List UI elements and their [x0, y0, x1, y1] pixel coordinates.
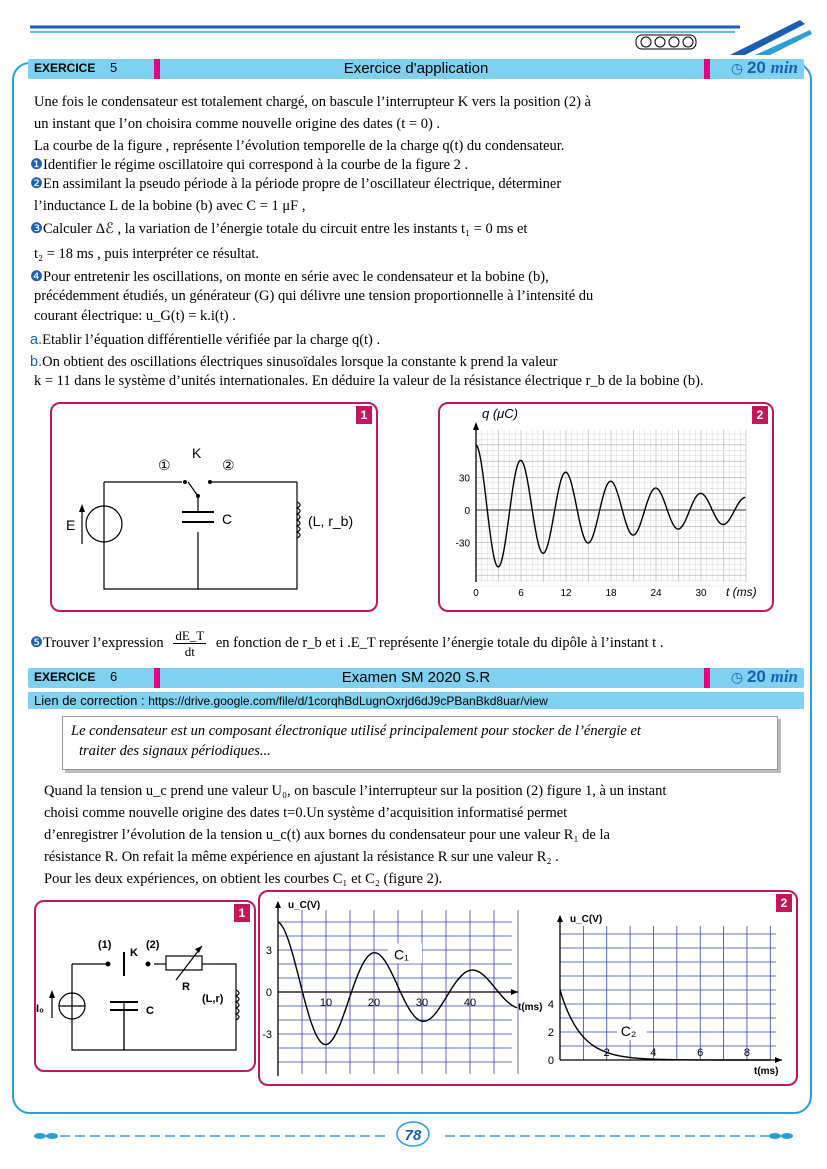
figure-badge: 1 — [234, 904, 250, 922]
c1-x-tick: 10 — [319, 997, 333, 1009]
exercise-label: EXERCICE — [34, 670, 96, 684]
figure-graphs-6 — [258, 890, 798, 1086]
x-tick-label: 24 — [650, 588, 662, 599]
c2-curve — [560, 990, 770, 1060]
y-axis-label: q (μC) — [482, 406, 519, 421]
c1-x-arrow — [511, 989, 518, 995]
quote-line: traiter des signaux périodiques... — [79, 743, 271, 759]
paragraph-line: Quand la tension u_c prend une valeur U₀, on bascule l’interrupteur sur la position (2) figure 1, à un instant — [44, 783, 667, 799]
c2-series-label: C₂ — [620, 1023, 637, 1039]
y-axis-arrow — [473, 422, 479, 430]
c1-x-axis-label: t(ms) — [518, 1002, 543, 1013]
switch-position-1: (1) — [98, 939, 112, 951]
question-4: ❹Pour entretenir les oscillations, on monte en série avec le condensateur et la bobine (b), — [30, 269, 549, 285]
c1-curve — [278, 922, 517, 1045]
c2-x-tick: 6 — [697, 1047, 704, 1059]
paragraph-line: d’enregistrer l’évolution de la tension u_c(t) aux bornes du condensateur pour une valeur R₁ de la — [44, 827, 610, 843]
exercise-number: 5 — [110, 60, 118, 75]
page-number: 78 — [404, 1127, 422, 1144]
coil-label: (L,r) — [202, 993, 224, 1005]
exercise-title: Exercice d'application — [343, 60, 489, 77]
question-5: ❺Trouver l’expression $\frac{dE\_T}{dt}$ en fonction de r_b et i .E_T représente l’énergie totale du dipôle à l’instant t . — [30, 628, 664, 659]
charge-curve — [476, 445, 745, 567]
c1-y-axis-label: u_C(V) — [288, 900, 321, 911]
coil-label: (L, r_b) — [308, 513, 354, 529]
figure-badge: 2 — [752, 406, 768, 424]
resistor-label: R — [182, 981, 190, 993]
grid — [476, 430, 746, 586]
c1-x-tick: 30 — [415, 997, 429, 1009]
exercise-time: ◷ 20 min — [730, 58, 798, 77]
question-3: ❸Calculer Δℰ , la variation de l’énergie totale du circuit entre les instants t₁ = 0 ms et — [30, 221, 528, 237]
c2-x-tick: 4 — [650, 1047, 657, 1059]
quote-box — [62, 716, 778, 770]
switch-position-2: ② — [222, 457, 235, 473]
intro-line: La courbe de la figure , représente l’évolution temporelle de la charge q(t) du condensateur. — [34, 138, 565, 154]
question-1: ❶Identifier le régime oscillatoire qui correspond à la courbe de la figure 2 . — [30, 157, 469, 173]
fraction: $\frac{dE\_T}{dt}$ — [175, 628, 205, 659]
switch-label: K — [192, 445, 202, 461]
c1-y-tick: 0 — [265, 987, 272, 999]
capacitor-label: C — [222, 511, 233, 527]
quote-line: Le condensateur est un composant électronique utilisé principalement pour stocker de l’énergie et — [71, 723, 641, 739]
generator-label: E — [66, 517, 76, 533]
c1-x-tick: 40 — [463, 997, 477, 1009]
exercise-time: ◷ 20 min — [730, 667, 798, 686]
x-tick-label: 12 — [560, 588, 572, 599]
capacitor-label: C — [146, 1005, 154, 1017]
c1-y-arrow — [275, 901, 281, 908]
c2-y-tick: 4 — [547, 999, 554, 1011]
figure-badge: 2 — [776, 894, 792, 912]
exercise5-header — [28, 59, 804, 79]
exercise-label: EXERCICE — [34, 61, 96, 75]
question-b: b.On obtient des oscillations électriques sinusoïdales lorsque la constante k prend la valeur — [30, 354, 558, 370]
c2-x-axis-label: t(ms) — [754, 1066, 779, 1077]
c1-y-tick: -3 — [262, 1029, 272, 1041]
x-tick-label: 6 — [518, 588, 524, 599]
question-2-cont: l’inductance L de la bobine (b) avec C = 1 μF , — [34, 198, 306, 214]
switch-label: K — [130, 947, 138, 959]
x-tick-label: 30 — [695, 588, 707, 599]
source-label: I₀ — [36, 1003, 45, 1015]
paragraph-line: résistance R. On refait la même expérience en ajustant la résistance R sur une valeur R₂ . — [44, 849, 559, 865]
c1-y-tick: 3 — [265, 945, 272, 957]
exercise-number: 6 — [110, 669, 118, 684]
switch-position-2: (2) — [146, 939, 160, 951]
c2-x-tick: 2 — [603, 1047, 610, 1059]
question-3-cont: t₂ = 18 ms , puis interpréter ce résultat. — [34, 246, 260, 262]
y-tick-label: -30 — [455, 538, 470, 550]
question-a: a.Etablir l’équation différentielle vérifiée par la charge q(t) . — [30, 332, 381, 348]
correction-link-bar — [28, 692, 804, 709]
x-tick-label: 18 — [605, 588, 617, 599]
c2-grid — [560, 926, 776, 1060]
figure-circuit-5 — [50, 402, 378, 612]
accent-marker — [704, 59, 710, 79]
voltage-charts — [260, 892, 796, 1084]
paragraph-line: Pour les deux expériences, on obtient les courbes C₁ et C₂ (figure 2). — [44, 871, 443, 887]
y-tick-label: 30 — [458, 473, 470, 485]
figure-badge: 1 — [356, 406, 372, 424]
paragraph-line: choisi comme nouvelle origine des dates t=0.Un système d’acquisition informatisé permet — [44, 805, 568, 821]
c2-x-arrow — [775, 1057, 782, 1063]
exercise6-header — [28, 668, 804, 688]
c2-x-tick: 8 — [743, 1047, 751, 1059]
c2-y-tick: 0 — [547, 1055, 554, 1067]
footer-decoration — [0, 1118, 827, 1158]
figure-graph-5 — [438, 402, 774, 612]
switch-position-1: ① — [158, 457, 171, 473]
question-2: ❷En assimilant la pseudo période à la période propre de l’oscillateur électrique, déterminer — [30, 176, 562, 192]
figure-circuit-6 — [34, 900, 256, 1072]
circuit-diagram-6 — [36, 902, 254, 1070]
accent-marker — [704, 668, 710, 688]
charge-chart — [440, 404, 772, 610]
c2-y-tick: 2 — [547, 1027, 554, 1039]
correction-link-label: Lien de correction : — [34, 693, 149, 708]
question-4-cont: courant électrique: u_G(t) = k.i(t) . — [34, 308, 236, 324]
clock-icon: ◷ — [730, 669, 747, 685]
c1-x-tick: 20 — [367, 997, 381, 1009]
x-tick-label: 0 — [473, 588, 479, 599]
c2-y-axis-label: u_C(V) — [570, 914, 603, 925]
question-b-cont: k = 11 dans le système d’unités internationales. En déduire la valeur de la résistance électrique r_b de la bobine (b). — [34, 373, 704, 389]
c1-series-label: C₁ — [394, 946, 409, 963]
y-tick-label: 0 — [464, 506, 470, 517]
exercise-title: Examen SM 2020 S.R — [341, 669, 491, 686]
intro-line: un instant que l’on choisira comme nouvelle origine des dates (t = 0) . — [34, 116, 441, 132]
clock-icon: ◷ — [730, 60, 747, 76]
intro-line: Une fois le condensateur est totalement chargé, on bascule l’interrupteur K vers la position (2) à — [34, 94, 591, 110]
c2-y-arrow — [557, 915, 563, 922]
circuit-diagram — [52, 404, 376, 610]
correction-link[interactable]: https://drive.google.com/file/d/1corqhBdLugnOxrjd6dJ9cPBanBkd8uar/view — [148, 694, 548, 708]
question-4-cont: précédemment étudiés, un générateur (G) qui délivre une tension proportionnelle à l’intensité du — [34, 288, 594, 304]
x-axis-label: t (ms) — [726, 585, 757, 599]
